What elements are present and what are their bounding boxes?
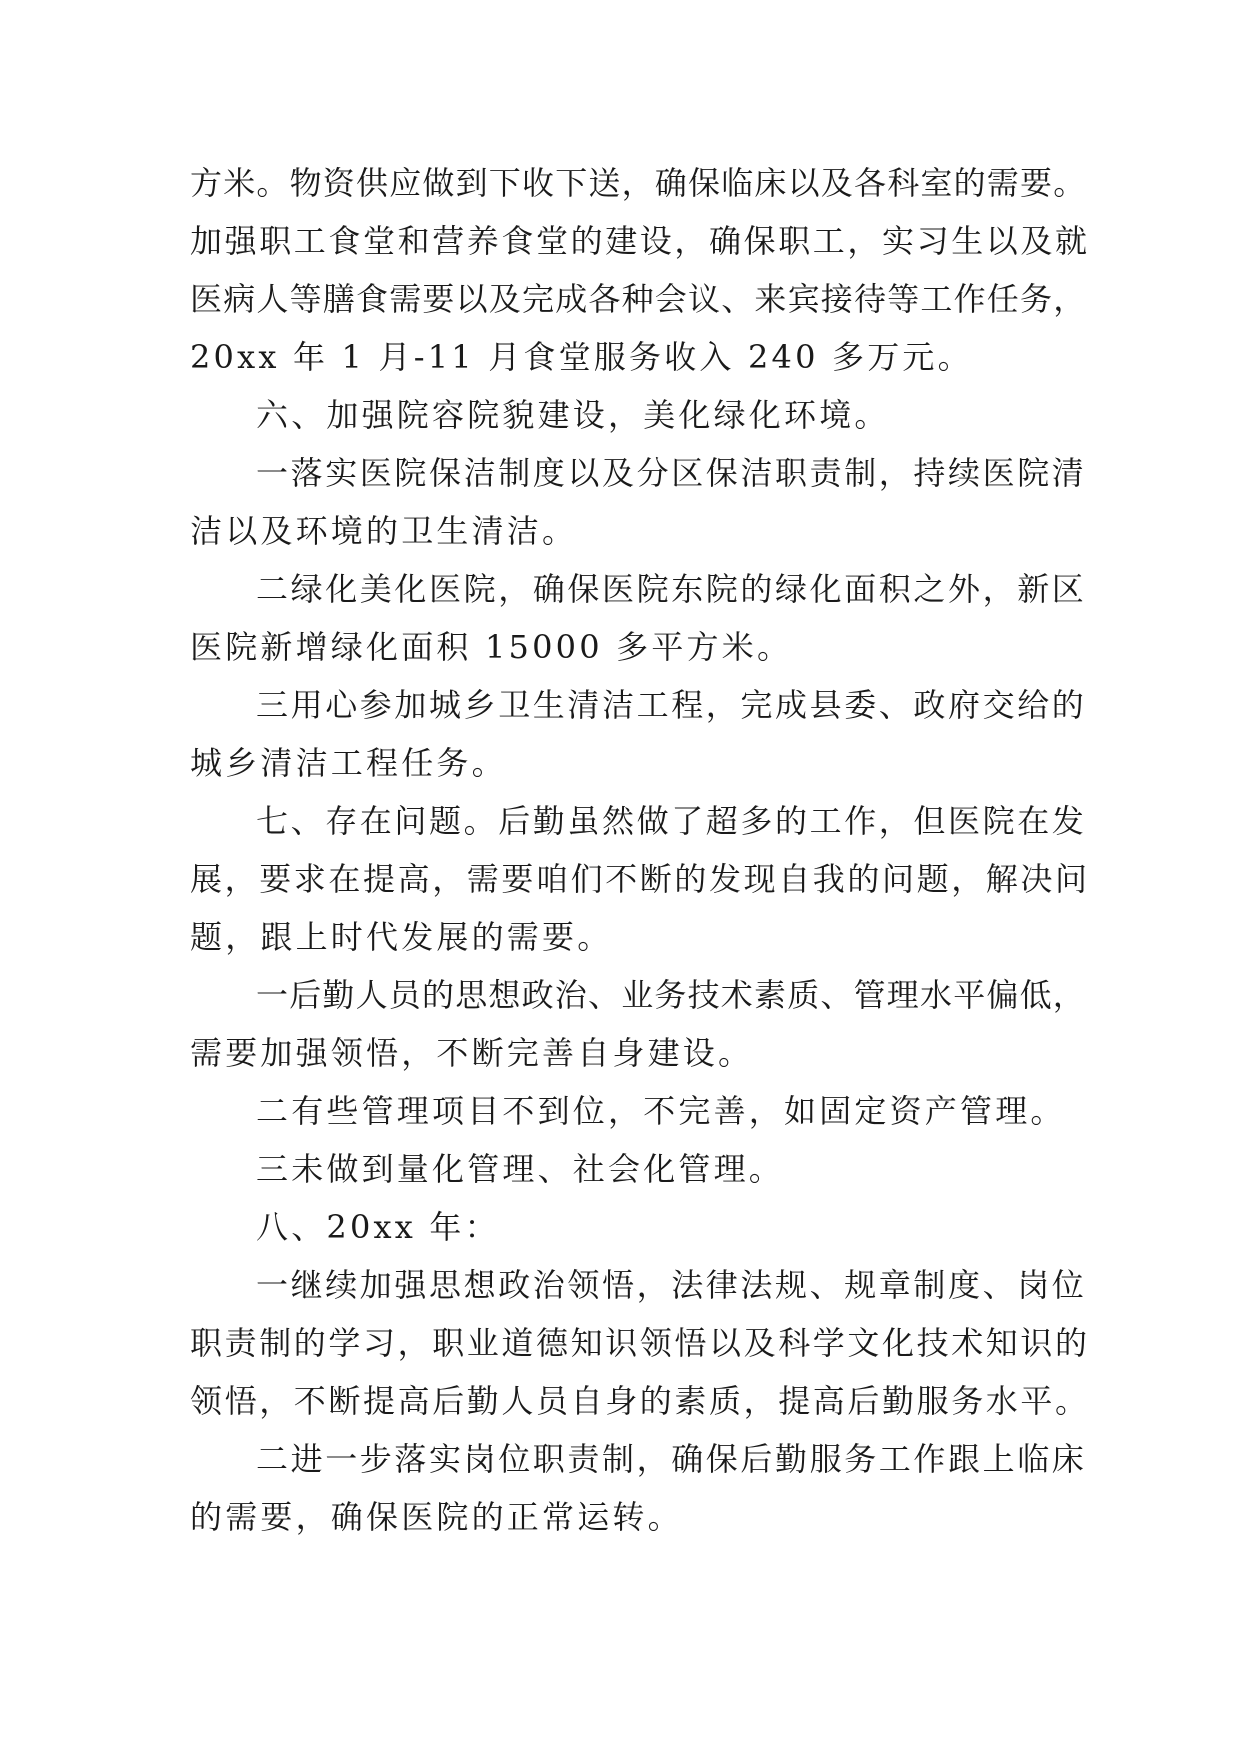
text-line: 加强职工食堂和营养食堂的建设，确保职工，实习生以及就 [190, 222, 1090, 260]
text-line: 医病人等膳食需要以及完成各种会议、来宾接待等工作任务， [190, 280, 1087, 318]
text-line: 洁以及环境的卫生清洁。 [190, 512, 578, 550]
text-line: 一继续加强思想政治领悟，法律法规、规章制度、岗位 [256, 1266, 1087, 1304]
text-line: 方米。物资供应做到下收下送，确保临床以及各科室的需要。 [190, 164, 1087, 202]
text-line: 城乡清洁工程任务。 [190, 744, 507, 782]
text-line: 20xx 年 1 月-11 月食堂服务收入 240 多万元。 [190, 338, 973, 376]
text-line: 二有些管理项目不到位，不完善，如固定资产管理。 [256, 1092, 1066, 1130]
text-line: 一落实医院保洁制度以及分区保洁职责制，持续医院清 [256, 454, 1087, 492]
text-line: 领悟，不断提高后勤人员自身的素质，提高后勤服务水平。 [190, 1382, 1090, 1420]
section-heading: 八、20xx 年： [256, 1208, 500, 1246]
text-line: 二绿化美化医院，确保医院东院的绿化面积之外，新区 [256, 570, 1087, 608]
text-line: 职责制的学习，职业道德知识领悟以及科学文化技术知识的 [190, 1324, 1090, 1362]
text-line: 一后勤人员的思想政治、业务技术素质、管理水平偏低， [256, 976, 1087, 1014]
text-line: 展，要求在提高，需要咱们不断的发现自我的问题，解决问 [190, 860, 1090, 898]
text-line: 三未做到量化管理、社会化管理。 [256, 1150, 785, 1188]
text-line: 需要加强领悟，不断完善自身建设。 [190, 1034, 754, 1072]
section-heading: 六、加强院容院貌建设，美化绿化环境。 [256, 396, 890, 434]
section-heading: 七、存在问题。后勤虽然做了超多的工作，但医院在发 [256, 802, 1087, 840]
text-line: 医院新增绿化面积 15000 多平方米。 [190, 628, 793, 666]
text-line: 二进一步落实岗位职责制，确保后勤服务工作跟上临床 [256, 1440, 1087, 1478]
text-line: 题，跟上时代发展的需要。 [190, 918, 613, 956]
document-body [190, 154, 1090, 1546]
text-line: 三用心参加城乡卫生清洁工程，完成县委、政府交给的 [256, 686, 1087, 724]
text-line: 的需要，确保医院的正常运转。 [190, 1498, 683, 1536]
